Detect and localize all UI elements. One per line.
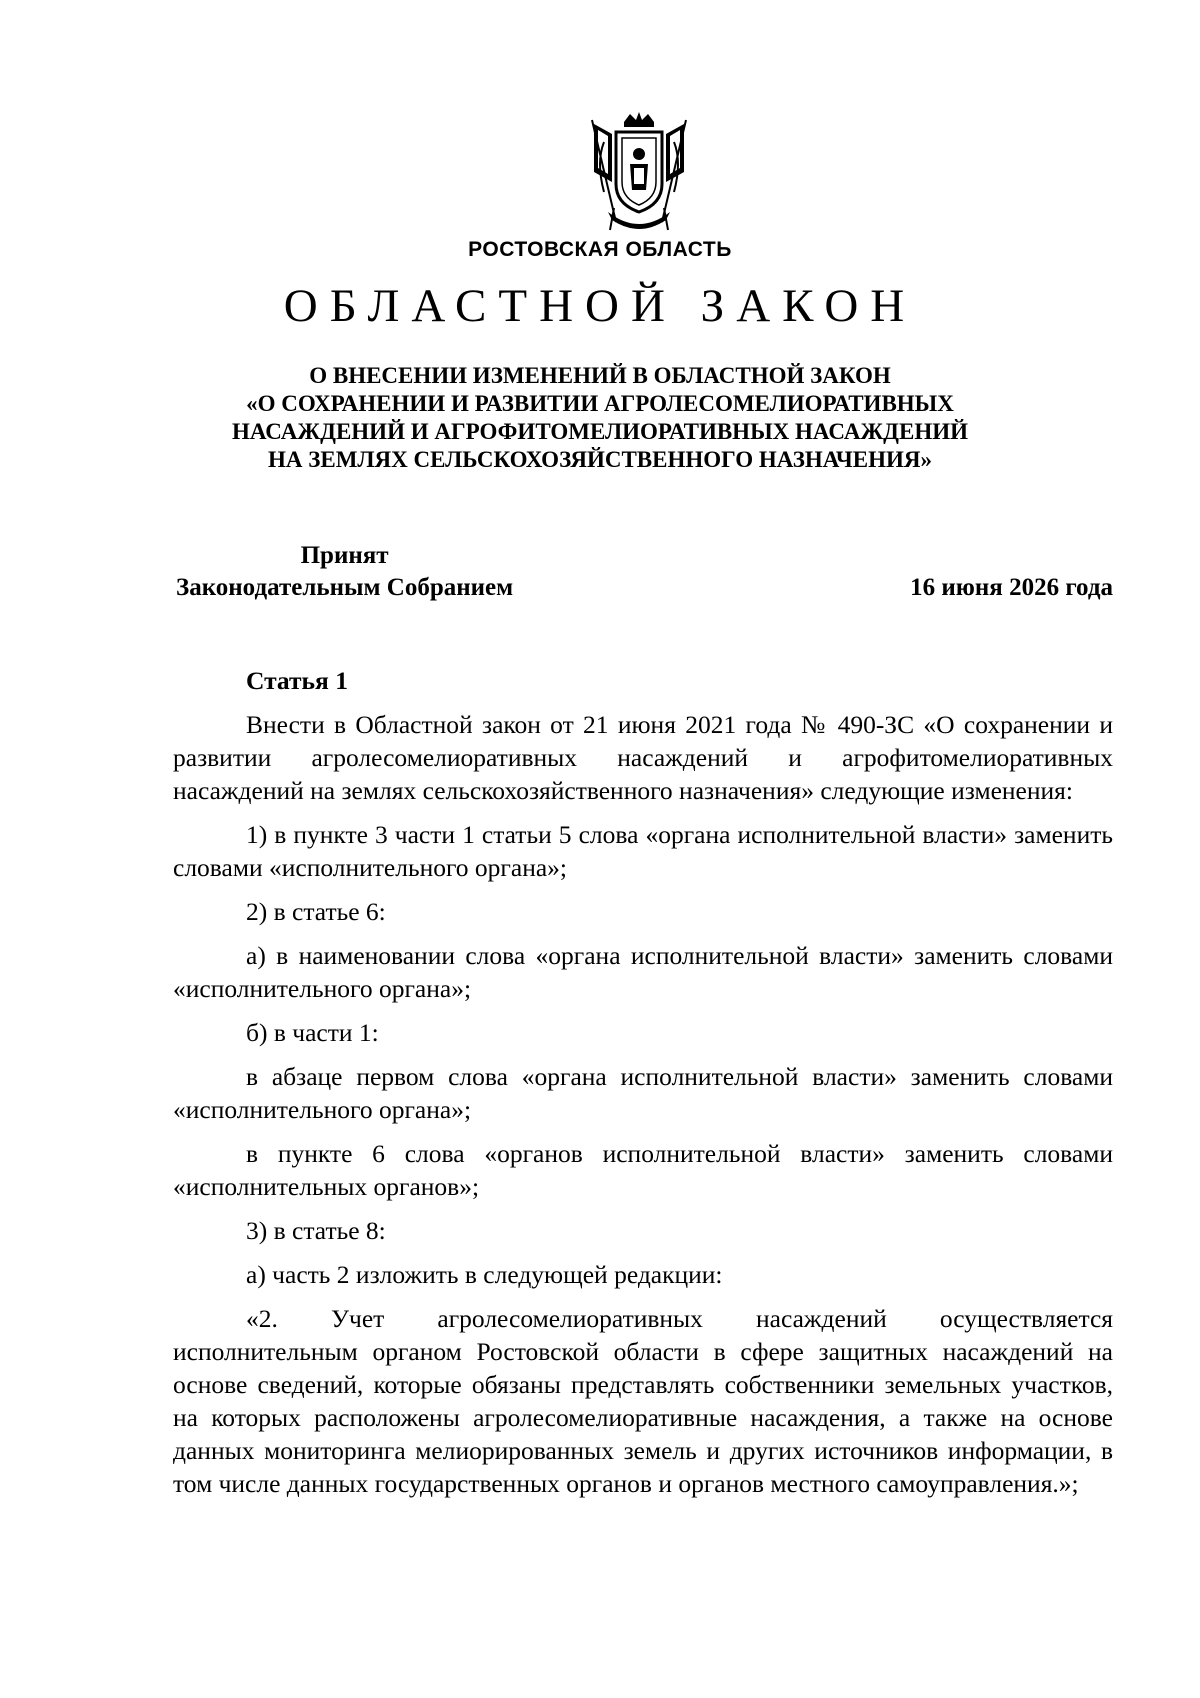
law-title-line: НАСАЖДЕНИЙ И АГРОФИТОМЕЛИОРАТИВНЫХ НАСАЖДЕНИЙ — [231, 419, 969, 444]
adoption-block — [176, 540, 513, 604]
article-paragraph: 3) в статье 8: — [246, 1216, 386, 1245]
article-paragraph: а) часть 2 изложить в следующей редакции: — [246, 1260, 723, 1289]
article-heading: Статья 1 — [246, 666, 348, 695]
article-paragraph: а) в наименовании слова «органа исполнительной власти» заменить словами «исполнительного органа»; — [173, 941, 1113, 1003]
article-paragraph: в абзаце первом слова «органа исполнительной власти» заменить словами «исполнительного органа»; — [173, 1062, 1113, 1124]
law-title-line: НА ЗЕМЛЯХ СЕЛЬСКОХОЗЯЙСТВЕННОГО НАЗНАЧЕНИЯ» — [267, 447, 933, 472]
law-title-line: О ВНЕСЕНИИ ИЗМЕНЕНИЙ В ОБЛАСТНОЙ ЗАКОН — [309, 363, 891, 388]
adoption-line-2: Законодательным Собранием — [176, 574, 514, 601]
coat-of-arms-icon — [586, 112, 692, 236]
article-paragraph: в пункте 6 слова «органов исполнительной власти» заменить словами «исполнительных органов»; — [173, 1139, 1113, 1201]
article-paragraph: 1) в пункте 3 части 1 статьи 5 слова «органа исполнительной власти» заменить словами «исполнительного органа»; — [173, 820, 1113, 882]
article-paragraph: 2) в статье 6: — [246, 897, 386, 926]
adoption-date: 16 июня 2026 года — [910, 574, 1113, 601]
law-title-line: «О СОХРАНЕНИИ И РАЗВИТИИ АГРОЛЕСОМЕЛИОРАТИВНЫХ — [246, 391, 954, 416]
region-name: РОСТОВСКАЯ ОБЛАСТЬ — [468, 238, 732, 261]
adoption-line-1: Принят — [300, 542, 389, 569]
law-title — [150, 362, 1050, 474]
article-paragraph: «2. Учет агролесомелиоративных насаждений осуществляется исполнительным органом Ростовской области в сфере защитных насаждений на основе сведений, которые обязаны представлять собственники земельных участков, на которых расположены агролесомелиоративные насаждения, а также на основе данных мониторинга мелиорированных земель и других источников информации, в том числе данных государственных органов и органов местного самоуправления.»; — [173, 1304, 1113, 1498]
article-body — [173, 664, 1113, 1500]
article-paragraph: Внести в Областной закон от 21 июня 2021 года № 490-ЗС «О сохранении и развитии агролесомелиоративных насаждений и агрофитомелиоративных насаждений на землях сельскохозяйственного назначения» следующие изменения: — [173, 710, 1113, 805]
document-type: ОБЛАСТНОЙ ЗАКОН — [283, 280, 917, 332]
article-paragraph: б) в части 1: — [246, 1018, 379, 1047]
